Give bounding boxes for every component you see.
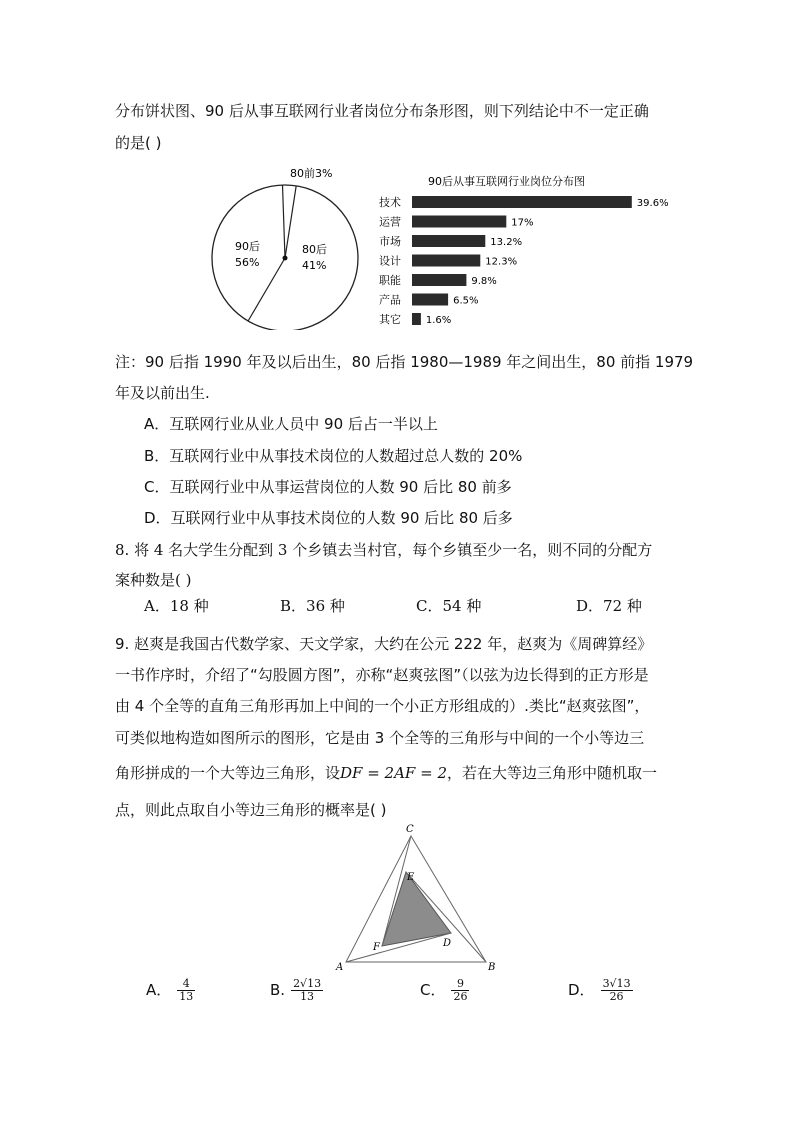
q9-text-line5 (115, 763, 657, 783)
q8-text-line2: 案种数是( ) (115, 571, 192, 589)
bar-value-label: 39.6% (636, 198, 669, 209)
q7-option-b: B．互联网行业中从事技术岗位的人数超过总人数的 20% (144, 447, 523, 465)
q8-option-b: B．36 种 (280, 597, 345, 615)
pie-center-dot (283, 256, 288, 261)
q9-option-b-letter: B. (270, 981, 286, 999)
job-bar-chart (370, 165, 690, 330)
q9-text-line6: 点，则此点取自小等边三角形的概率是( ) (115, 801, 387, 819)
q7-text-line2: 的是( ) (115, 134, 162, 152)
bar-市场 (412, 235, 485, 247)
zhao-shuang-triangle-figure (330, 820, 515, 975)
bar-value-label: 13.2% (490, 237, 523, 248)
q9-option-d-num: 3√13 (602, 977, 631, 990)
pie-label-80-name: 80后 (302, 243, 327, 256)
q9-option-a-num: 4 (177, 978, 195, 991)
q8-option-a: A．18 种 (144, 597, 209, 615)
pie-label-90-name: 90后 (235, 240, 260, 253)
q9-text-line4: 可类似地构造如图所示的图形，它是由 3 个全等的三角形与中间的一个小等边三 (115, 729, 645, 747)
label-b: B (488, 962, 496, 973)
q7-option-c: C．互联网行业中从事运营岗位的人数 90 后比 80 前多 (144, 478, 512, 496)
q9-option-c-letter: C． (420, 981, 446, 999)
q8-option-d: D．72 种 (576, 597, 642, 615)
q9-option-c-den: 26 (453, 990, 468, 1003)
q9-option-c (420, 978, 469, 1003)
bar-category-label: 产品 (379, 293, 401, 307)
q9-option-a-letter: A． (146, 981, 172, 999)
q9-text-line2: 一书作序时，介绍了“勾股圆方图”，亦称“赵爽弦图”（以弦为边长得到的正方形是 (115, 666, 649, 684)
q8-option-c: C．54 种 (416, 597, 482, 615)
bar-value-label: 6.5% (453, 295, 479, 307)
bar-value-label: 12.3% (485, 256, 518, 268)
q9-option-b-den: 13 (300, 990, 315, 1003)
pie-label-pre80: 80前3% (290, 167, 333, 180)
label-f: F (373, 942, 380, 953)
q9-text-line3: 由 4 个全等的直角三角形再加上中间的一个小正方形组成的）.类比“赵爽弦图”， (115, 697, 650, 715)
q7-note-line1: 注：90 后指 1990 年及以后出生，80 后指 1980—1989 年之间出生，80 前指 1979 (115, 353, 694, 371)
q9-option-b (270, 978, 323, 1003)
bar-产品 (412, 294, 448, 306)
bar-运营 (412, 216, 506, 228)
bar-category-label: 设计 (379, 254, 401, 268)
q9-text-line5-start: 角形拼成的一个大等边三角形，设 (115, 764, 341, 782)
bar-value-label: 17% (511, 217, 534, 229)
label-c: C (406, 824, 414, 835)
q7-note-line2: 年及以前出生. (115, 384, 210, 402)
bar-category-label: 职能 (379, 274, 401, 287)
q7-text-line1: 分布饼状图、90 后从事互联网行业者岗位分布条形图，则下列结论中不一定正确 (115, 102, 649, 120)
bar-category-label: 技术 (379, 196, 401, 209)
bar-category-label: 其它 (379, 313, 401, 326)
bar-chart-title: 90后从事互联网行业岗位分布图 (428, 175, 585, 188)
bar-其它 (412, 313, 421, 325)
bar-category-label: 市场 (379, 235, 401, 248)
q9-option-d-letter: D． (568, 981, 595, 999)
bar-技术 (412, 196, 632, 208)
age-pie-chart (210, 160, 380, 330)
q8-text-line1: 8. 将 4 名大学生分配到 3 个乡镇去当村官，每个乡镇至少一名，则不同的分配方 (115, 541, 653, 559)
bar-职能 (412, 274, 466, 286)
q9-text-line1: 9. 赵爽是我国古代数学家、天文学家，大约在公元 222 年，赵爽为《周碑算经》 (115, 635, 653, 653)
q9-option-c-num: 9 (451, 978, 469, 991)
label-a: A (336, 962, 344, 973)
bar-category-label: 运营 (379, 215, 401, 229)
q7-option-a: A．互联网行业从业人员中 90 后占一半以上 (144, 415, 438, 433)
q9-option-a (146, 978, 195, 1003)
bar-设计 (412, 255, 480, 267)
label-e: E (407, 872, 415, 883)
q9-option-a-den: 13 (179, 990, 194, 1003)
q9-option-b-num: 2√13 (293, 977, 322, 990)
pie-label-80-value: 41% (302, 259, 327, 272)
q9-text-line5-end: ，若在大等边三角形中随机取一 (447, 764, 658, 782)
q9-equation: DF = 2AF = 2 (340, 764, 447, 782)
q7-option-d: D．互联网行业中从事技术岗位的人数 90 后比 80 后多 (144, 509, 513, 527)
bar-value-label: 1.6% (425, 315, 452, 326)
label-d: D (443, 938, 452, 949)
q9-option-d (568, 978, 633, 1003)
q9-option-d-den: 26 (609, 990, 624, 1003)
pie-label-90-value: 56% (235, 256, 260, 269)
bar-value-label: 9.8% (471, 276, 497, 287)
